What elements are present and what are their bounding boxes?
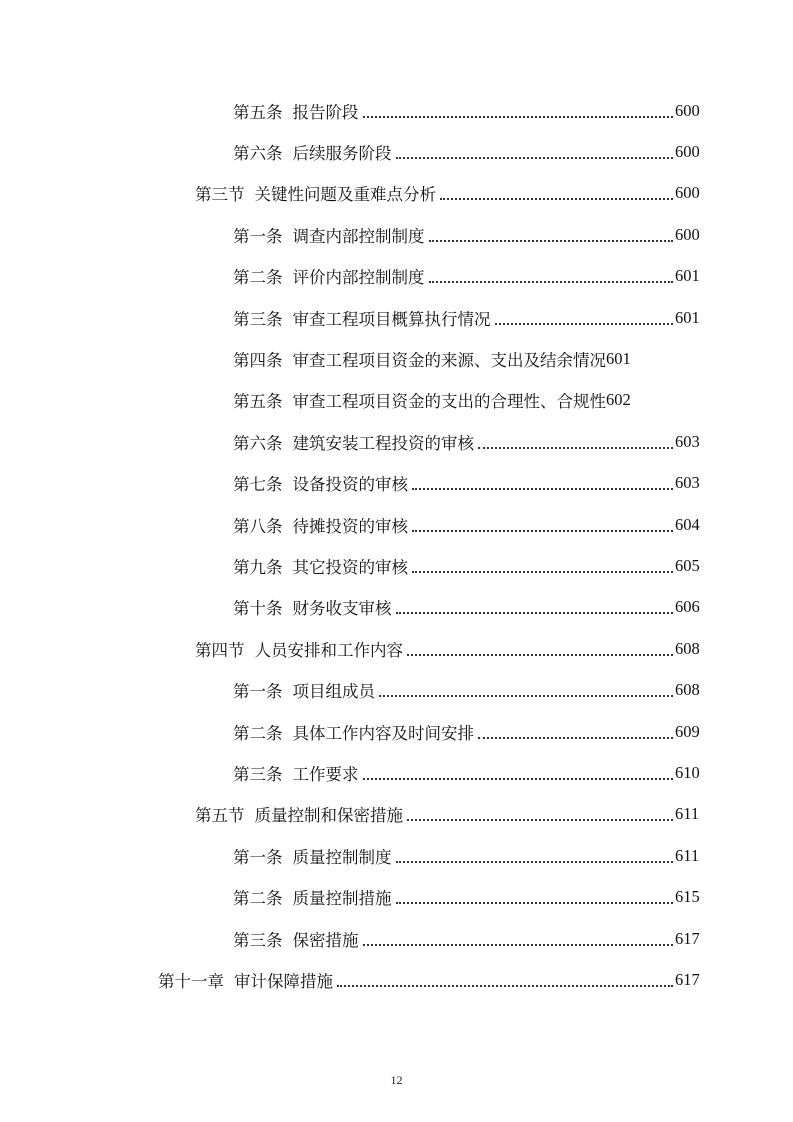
- toc-entry[interactable]: [0, 669, 793, 710]
- toc-entry[interactable]: [0, 587, 793, 628]
- toc-entry[interactable]: [0, 876, 793, 917]
- toc-entry-title: 人员安排和工作内容: [254, 640, 403, 660]
- dot-leader: [412, 530, 673, 532]
- toc-entry-title: 调查内部控制制度: [292, 226, 425, 246]
- dot-leader: [412, 488, 673, 490]
- toc-entry[interactable]: [0, 338, 793, 379]
- toc-entry-page: 611: [675, 845, 700, 865]
- dot-leader: [396, 612, 674, 614]
- toc-entry[interactable]: [0, 421, 793, 462]
- toc-entry-title: 审查工程项目资金的来源、支出及结余情况: [292, 351, 606, 371]
- dot-leader: [396, 861, 674, 863]
- toc-entry-page: 601: [675, 266, 700, 286]
- toc-entry-label: [233, 678, 375, 702]
- dot-leader: [363, 778, 674, 780]
- toc-entry-number: 第十条: [233, 599, 283, 619]
- toc-entry-title: 后续服务阶段: [292, 144, 392, 164]
- toc-entry[interactable]: [0, 173, 793, 214]
- toc-entry-title: 报告阶段: [292, 102, 359, 122]
- toc-entry-page: 603: [675, 431, 700, 451]
- toc-entry-label: [233, 430, 474, 454]
- toc-entry[interactable]: [0, 959, 793, 1000]
- toc-entry-number: 第三条: [233, 764, 283, 784]
- toc-entry-number: 第四节: [195, 640, 245, 660]
- toc-entry-page: 602: [606, 390, 631, 410]
- dot-leader: [363, 944, 674, 946]
- toc-entry-page: 600: [675, 183, 700, 203]
- toc-entry-number: 第七条: [233, 475, 283, 495]
- page-number: 12: [390, 1073, 403, 1087]
- toc-entry-page: 600: [675, 224, 700, 244]
- toc-entry-number: 第一条: [233, 847, 283, 867]
- dot-leader: [396, 902, 674, 904]
- toc-entry-title: 关键性问题及重难点分析: [254, 185, 436, 205]
- toc-entry-number: 第一条: [233, 226, 283, 246]
- toc-entry-label: [233, 99, 359, 123]
- toc-entry-number: 第六条: [233, 433, 283, 453]
- dot-leader: [396, 157, 674, 159]
- toc-entry[interactable]: [0, 463, 793, 504]
- toc-entry-page: 608: [675, 680, 700, 700]
- toc-entry-title: 审查工程项目概算执行情况: [292, 309, 491, 329]
- toc-entry-label: [233, 347, 606, 371]
- toc-entry-label: [233, 140, 392, 164]
- toc-entry-number: 第四条: [233, 351, 283, 371]
- toc-entry-page: 603: [675, 473, 700, 493]
- dot-leader: [379, 695, 673, 697]
- toc-entry-page: 601: [675, 307, 700, 327]
- toc-entry-label: [233, 761, 359, 785]
- toc-entry-title: 评价内部控制制度: [292, 268, 425, 288]
- toc-entry-page: 605: [675, 555, 700, 575]
- toc-entry-page: 600: [675, 100, 700, 120]
- toc-entry-number: 第五条: [233, 102, 283, 122]
- toc-entry[interactable]: [0, 918, 793, 959]
- dot-leader: [495, 323, 674, 325]
- toc-entry-label: [233, 264, 425, 288]
- toc-entry-number: 第一条: [233, 682, 283, 702]
- toc-entry-label: [233, 885, 392, 909]
- toc-entry-title: 审计保障措施: [234, 971, 333, 991]
- toc-entry-label: [195, 802, 403, 826]
- toc-entry[interactable]: [0, 380, 793, 421]
- toc-entry-page: 611: [675, 804, 700, 824]
- toc-entry[interactable]: [0, 131, 793, 172]
- toc-entry-number: 第三条: [233, 930, 283, 950]
- toc-entry-number: 第九条: [233, 557, 283, 577]
- toc-entry-number: 第五条: [233, 392, 283, 412]
- toc-entry-page: 615: [675, 887, 700, 907]
- dot-leader: [429, 281, 674, 283]
- toc-entry-label: [233, 720, 474, 744]
- toc-entry[interactable]: [0, 214, 793, 255]
- dot-leader: [407, 819, 673, 821]
- toc-entry[interactable]: [0, 545, 793, 586]
- toc-entry-number: 第三条: [233, 309, 283, 329]
- toc-entry-number: 第二条: [233, 889, 283, 909]
- dot-leader: [363, 116, 674, 118]
- table-of-contents: [0, 90, 793, 1001]
- toc-entry-title: 保密措施: [292, 930, 359, 950]
- toc-entry-title: 审查工程项目资金的支出的合理性、合规性: [292, 392, 606, 412]
- toc-entry-page: 608: [675, 638, 700, 658]
- toc-entry-number: 第六条: [233, 144, 283, 164]
- toc-entry-page: 609: [675, 721, 700, 741]
- toc-entry-label: [233, 223, 425, 247]
- toc-entry-label: [233, 471, 408, 495]
- toc-entry-page: 604: [675, 514, 700, 534]
- toc-entry-number: 第八条: [233, 516, 283, 536]
- toc-entry-label: [233, 595, 392, 619]
- toc-entry-title: 质量控制制度: [292, 847, 392, 867]
- dot-leader: [337, 985, 673, 987]
- toc-entry-label: [233, 927, 359, 951]
- dot-leader: [440, 198, 673, 200]
- dot-leader: [412, 571, 673, 573]
- toc-entry[interactable]: [0, 835, 793, 876]
- toc-entry-number: 第二条: [233, 723, 283, 743]
- dot-leader: [478, 447, 673, 449]
- toc-entry-title: 质量控制和保密措施: [254, 806, 403, 826]
- toc-entry[interactable]: [0, 752, 793, 793]
- toc-entry-title: 具体工作内容及时间安排: [292, 723, 474, 743]
- toc-entry[interactable]: [0, 628, 793, 669]
- dot-leader: [429, 240, 674, 242]
- toc-entry-page: 617: [675, 969, 700, 989]
- toc-entry-label: [233, 844, 392, 868]
- toc-entry-title: 财务收支审核: [292, 599, 392, 619]
- toc-entry-label: [233, 554, 408, 578]
- toc-entry-label: [233, 513, 408, 537]
- toc-entry-page: 610: [675, 762, 700, 782]
- toc-entry-page: 600: [675, 142, 700, 162]
- toc-entry-page: 601: [606, 349, 631, 369]
- toc-entry-title: 质量控制措施: [292, 889, 392, 909]
- toc-entry-number: 第五节: [195, 806, 245, 826]
- toc-entry[interactable]: [0, 794, 793, 835]
- toc-entry-page: 606: [675, 597, 700, 617]
- toc-entry-title: 工作要求: [292, 764, 359, 784]
- toc-entry-number: 第二条: [233, 268, 283, 288]
- toc-entry-title: 其它投资的审核: [292, 557, 408, 577]
- dot-leader: [478, 737, 673, 739]
- dot-leader: [407, 654, 673, 656]
- toc-entry[interactable]: [0, 297, 793, 338]
- toc-entry[interactable]: [0, 711, 793, 752]
- toc-entry-number: 第十一章: [158, 971, 224, 991]
- toc-entry-page: 617: [675, 928, 700, 948]
- toc-entry[interactable]: [0, 256, 793, 297]
- toc-entry[interactable]: [0, 504, 793, 545]
- toc-entry-title: 项目组成员: [292, 682, 375, 702]
- toc-entry-label: [158, 968, 333, 992]
- toc-entry-number: 第三节: [195, 185, 245, 205]
- toc-entry-label: [233, 388, 606, 412]
- toc-entry-title: 设备投资的审核: [292, 475, 408, 495]
- toc-entry-label: [195, 181, 436, 205]
- toc-entry-label: [233, 306, 491, 330]
- toc-entry-label: [195, 637, 403, 661]
- toc-entry-title: 建筑安装工程投资的审核: [292, 433, 474, 453]
- toc-entry-title: 待摊投资的审核: [292, 516, 408, 536]
- toc-entry[interactable]: [0, 90, 793, 131]
